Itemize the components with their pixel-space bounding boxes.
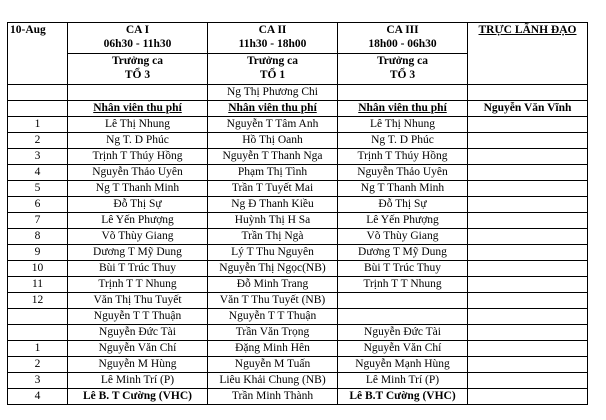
shift-1-header (68, 23, 208, 54)
shift-3-time: 18h00 - 06h30 (368, 38, 437, 50)
shift-1-leader (68, 54, 208, 85)
shift-2-leader-label: Trưởng ca (246, 55, 299, 67)
table-row (8, 325, 588, 341)
row-index: 3 (8, 149, 68, 165)
row-index: 6 (8, 197, 68, 213)
table-row (8, 165, 588, 181)
table-row (8, 117, 588, 133)
row-index: 3 (8, 373, 68, 389)
blank-cell (468, 373, 588, 389)
shift-3-staff: Nguyễn Mạnh Hùng (338, 357, 468, 373)
duty-header: TRỰC LÃNH ĐẠO (468, 23, 588, 54)
shift-3-staff: Lê B.T Cường (VHC) (338, 389, 468, 405)
blank-cell (468, 181, 588, 197)
staff-header-2: Nhân viên thu phí (208, 101, 338, 117)
row-index: 4 (8, 165, 68, 181)
blank-cell (468, 357, 588, 373)
shift-2-team: TỔ 1 (259, 69, 286, 81)
shift-1-staff: Bùi T Trúc Thuy (68, 261, 208, 277)
shift-1-staff: Nguyễn M Hùng (68, 357, 208, 373)
blank-cell (468, 197, 588, 213)
blank-cell (468, 229, 588, 245)
table-row (8, 261, 588, 277)
shift-1-staff: Lê Yến Phượng (68, 213, 208, 229)
shift-3-leader-label: Trưởng ca (376, 55, 429, 67)
blank-cell (468, 149, 588, 165)
shift-1-staff: Võ Thùy Giang (68, 229, 208, 245)
shift-1-staff: Trịnh T T Nhung (68, 277, 208, 293)
row-index: 9 (8, 245, 68, 261)
table-row (8, 277, 588, 293)
row-index: 5 (8, 181, 68, 197)
shift-1-staff: Văn Thị Thu Tuyết (68, 293, 208, 309)
shift-2-staff: Hồ Thị Oanh (208, 133, 338, 149)
blank-cell (468, 277, 588, 293)
shift-3-staff: Lê Minh Trí (P) (338, 373, 468, 389)
shift-1-staff: Ng T. D Phúc (68, 133, 208, 149)
row-index (8, 325, 68, 341)
shift-3-staff: Đỗ Thị Sự (338, 197, 468, 213)
blank-cell (468, 85, 588, 101)
shift-1-staff: Nguyễn Văn Chí (68, 341, 208, 357)
shift-1-staff: Nguyễn Thảo Uyên (68, 165, 208, 181)
shift-2-staff: Nguyễn T T Thuận (208, 309, 338, 325)
row-index: 7 (8, 213, 68, 229)
shift-3-staff: Trịnh T Thúy Hồng (338, 149, 468, 165)
table-row (8, 341, 588, 357)
blank-cell (468, 117, 588, 133)
shift-2-staff: Phạm Thị Tình (208, 165, 338, 181)
shift-1-staff: Dương T Mỹ Dung (68, 245, 208, 261)
shift-1-leader-label: Trưởng ca (111, 55, 164, 67)
row-index: 1 (8, 117, 68, 133)
row-index: 8 (8, 229, 68, 245)
blank-cell (468, 341, 588, 357)
table-row (8, 133, 588, 149)
row-index: 2 (8, 133, 68, 149)
shift-1-staff: Lê Thị Nhung (68, 117, 208, 133)
shift-3-staff: Nguyễn Thảo Uyên (338, 165, 468, 181)
shift-3-staff: Nguyễn Văn Chí (338, 341, 468, 357)
shift-2-staff: Liêu Khải Chung (NB) (208, 373, 338, 389)
shift-2-staff: Trần Minh Thành (208, 389, 338, 405)
blank-cell (8, 85, 68, 101)
shift-2-staff: Trần T Tuyết Mai (208, 181, 338, 197)
blank-cell (468, 165, 588, 181)
shift-1-staff: Đỗ Thị Sự (68, 197, 208, 213)
shift-1-staff: Ng T Thanh Minh (68, 181, 208, 197)
table-row (8, 357, 588, 373)
shift-3-staff: Ng T Thanh Minh (338, 181, 468, 197)
shift-2-header (208, 23, 338, 54)
row-index: 2 (8, 357, 68, 373)
row-index: 10 (8, 261, 68, 277)
shift-1-team: TỔ 3 (124, 69, 151, 81)
table-row (8, 293, 588, 309)
duty-leader-name: Nguyễn Văn Vĩnh (468, 101, 588, 117)
shift-2-staff: Lý T Thu Nguyên (208, 245, 338, 261)
date-cell: 10-Aug (8, 23, 68, 54)
shift-2-staff: Đặng Minh Hên (208, 341, 338, 357)
shift-1-staff: Nguyễn Đức Tài (68, 325, 208, 341)
shift-1-staff: Lê Minh Trí (P) (68, 373, 208, 389)
shift-2-staff: Nguyễn T Tâm Anh (208, 117, 338, 133)
shift-1-time: 06h30 - 11h30 (103, 38, 172, 50)
shift-1-staff: Trịnh T Thúy Hồng (68, 149, 208, 165)
table-row (8, 389, 588, 405)
shift-2-staff: Ng Đ Thanh Kiều (208, 197, 338, 213)
blank-cell (468, 293, 588, 309)
shift-2-leader (208, 54, 338, 85)
shift-3-staff: Võ Thùy Giang (338, 229, 468, 245)
shift-3-leader (338, 54, 468, 85)
blank-cell (8, 101, 68, 117)
staff-header-row (8, 101, 588, 117)
shift-3-header (338, 23, 468, 54)
row-index: 11 (8, 277, 68, 293)
shift-3-staff: Dương T Mỹ Dung (338, 245, 468, 261)
shift-3-name: CA III (386, 24, 419, 36)
table-row (8, 197, 588, 213)
blank-cell (68, 85, 208, 101)
shift-1-name: CA I (125, 24, 150, 36)
staff-header-3: Nhân viên thu phí (338, 101, 468, 117)
shift-3-staff: Nguyễn Đức Tài (338, 325, 468, 341)
shift-3-staff: Ng T. D Phúc (338, 133, 468, 149)
staff-header-1: Nhân viên thu phí (68, 101, 208, 117)
shift-1-staff: Lê B. T Cường (VHC) (68, 389, 208, 405)
blank-cell (468, 389, 588, 405)
shift-3-staff: Trịnh T T Nhung (338, 277, 468, 293)
blank-cell (338, 85, 468, 101)
shift-2-staff: Đỗ Minh Trang (208, 277, 338, 293)
shift-header-row (8, 23, 588, 54)
shift-3-team: TỔ 3 (389, 69, 416, 81)
shift-3-staff: Lê Yến Phượng (338, 213, 468, 229)
blank-cell (468, 133, 588, 149)
shift-2-staff: Huỳnh Thị H Sa (208, 213, 338, 229)
blank-cell (468, 54, 588, 85)
table-row (8, 149, 588, 165)
shift-3-staff (338, 309, 468, 325)
row-index: 1 (8, 341, 68, 357)
shift-2-staff: Nguyễn M Tuấn (208, 357, 338, 373)
shift-2-staff: Trần Văn Trọng (208, 325, 338, 341)
shift-3-staff (338, 293, 468, 309)
extra-name-row (8, 85, 588, 101)
shift-2-staff: Nguyễn T Thanh Nga (208, 149, 338, 165)
table-row (8, 181, 588, 197)
shift-2-name: CA II (258, 24, 287, 36)
table-row (8, 245, 588, 261)
blank-cell (468, 213, 588, 229)
shift-1-staff: Nguyễn T T Thuận (68, 309, 208, 325)
shift-leader-row (8, 54, 588, 85)
blank-cell (468, 309, 588, 325)
extra-name: Ng Thị Phương Chi (208, 85, 338, 101)
shift-schedule-table (7, 22, 588, 405)
shift-2-staff: Nguyễn Thị Ngọc(NB) (208, 261, 338, 277)
blank-cell (468, 245, 588, 261)
shift-2-staff: Văn T Thu Tuyết (NB) (208, 293, 338, 309)
table-row (8, 373, 588, 389)
shift-2-time: 11h30 - 18h00 (238, 38, 307, 50)
shift-3-staff: Bùi T Trúc Thuy (338, 261, 468, 277)
shift-2-staff: Trần Thị Ngà (208, 229, 338, 245)
table-row (8, 229, 588, 245)
row-index (8, 309, 68, 325)
blank-cell (8, 54, 68, 85)
blank-cell (468, 325, 588, 341)
table-row (8, 309, 588, 325)
row-index: 12 (8, 293, 68, 309)
row-index: 4 (8, 389, 68, 405)
shift-3-staff: Lê Thị Nhung (338, 117, 468, 133)
blank-cell (468, 261, 588, 277)
table-row (8, 213, 588, 229)
